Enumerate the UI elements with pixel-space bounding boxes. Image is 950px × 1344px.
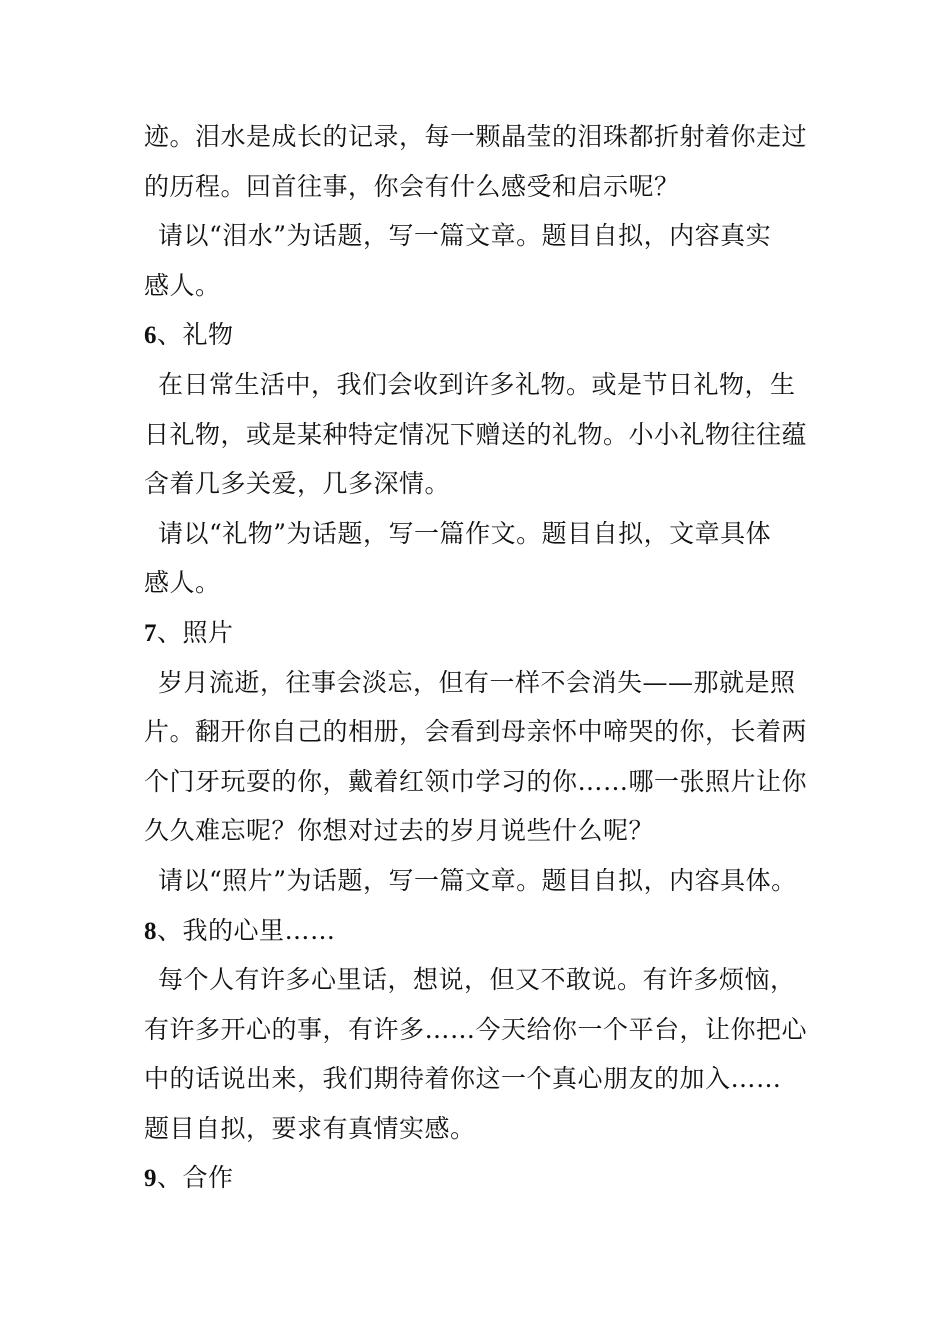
prompt-line: 感人。 [144,568,221,598]
section-title: 、合作 [157,1163,234,1193]
section-title: 、礼物 [157,320,234,350]
paragraph-line: 久久难忘呢？你想对过去的岁月说些什么呢？ [144,816,655,846]
prompt-line: 请以“泪水”为话题，写一篇文章。题目自拟，内容真实 [158,221,772,251]
prompt-line: 请以“礼物”为话题，写一篇作文。题目自拟，文章具体 [158,518,772,548]
paragraph-line: 个门牙玩耍的你，戴着红领巾学习的你……哪一张照片让你 [144,766,808,796]
section-heading-6 [144,310,844,360]
section-number: 7 [144,619,157,647]
section-heading-7 [144,608,844,658]
paragraph-line: 中的话说出来，我们期待着你这一个真心朋友的加入…… [144,1064,782,1094]
section-title: 、照片 [157,617,234,647]
paragraph-line: 题目自拟，要求有真情实感。 [144,1113,476,1143]
paragraph-line: 有许多开心的事，有许多……今天给你一个平台，让你把心 [144,1014,808,1044]
section-number: 8 [144,917,157,945]
prompt-line: 感人。 [144,270,221,300]
paragraph-line: 迹。泪水是成长的记录，每一颗晶莹的泪珠都折射着你走过 [144,122,808,151]
section-heading-9 [144,1153,844,1203]
section-title: 、我的心里…… [157,915,336,945]
paragraph-line: 日礼物，或是某种特定情况下赠送的礼物。小小礼物往往蕴 [144,419,808,449]
paragraph-line: 的历程。回首往事，你会有什么感受和启示呢？ [144,171,680,201]
prompt-line: 请以“照片”为话题，写一篇文章。题目自拟，内容具体。 [158,865,797,895]
paragraph-line: 片。翻开你自己的相册，会看到母亲怀中啼哭的你，长着两 [144,717,808,747]
section-heading-8 [144,906,844,956]
paragraph-line: 在日常生活中，我们会收到许多礼物。或是节日礼物，生 [158,369,796,399]
paragraph-line: 每个人有许多心里话，想说，但又不敢说。有许多烦恼， [158,965,796,995]
section-number: 9 [144,1165,157,1193]
section-number: 6 [144,322,157,350]
document-page [144,112,844,1203]
paragraph-line: 含着几多关爱，几多深情。 [144,469,451,499]
paragraph-line: 岁月流逝，往事会淡忘，但有一样不会消失——那就是照 [158,667,796,697]
